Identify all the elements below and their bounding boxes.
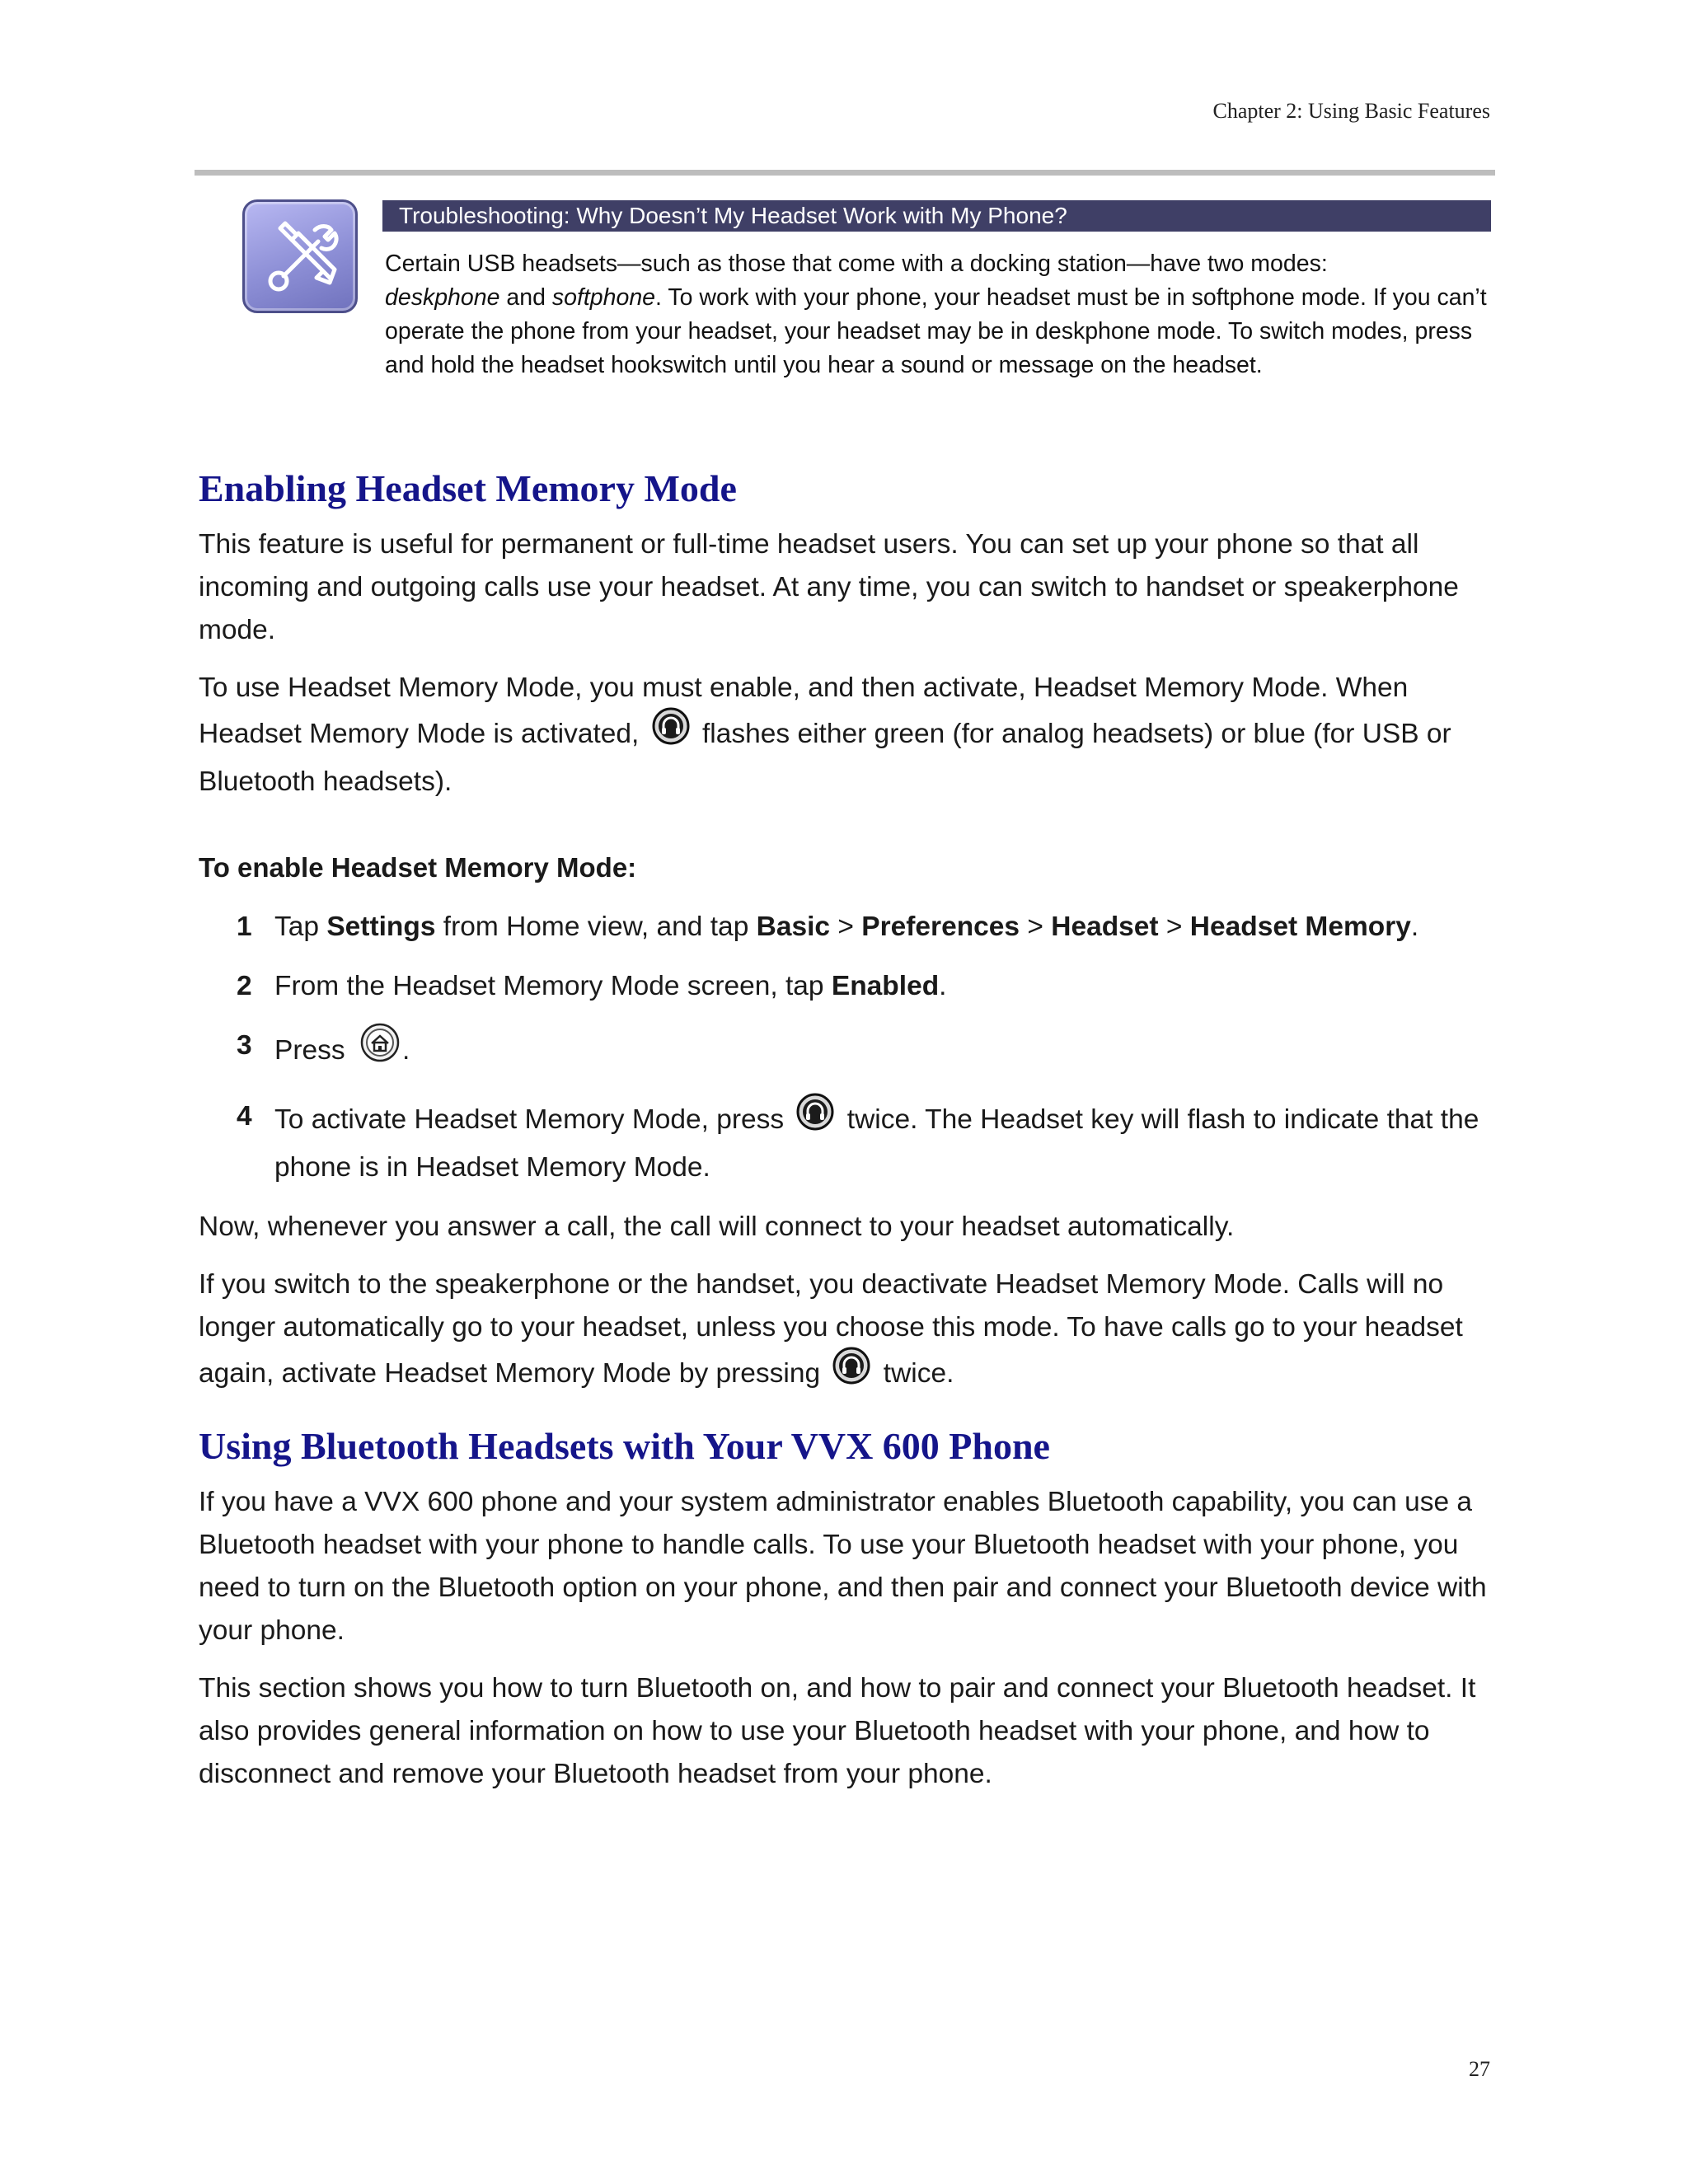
paragraph-with-icon xyxy=(199,1263,1497,1400)
tip-text-2: . To work with your phone, your headset must be in softphone mode. If you can’t operate the phone from your headset, your headset may be in deskphone mode. To switch modes, press and hold the headset hookswitch until you hear a sound or message on the headset. xyxy=(385,284,1487,378)
step-text: From the Headset Memory Mode screen, tap xyxy=(274,971,832,1001)
para2-text-a: To use Headset Memory Mode, you must enable, and then activate, Headset Memory Mode. When Headset Memory Mode is activated, xyxy=(199,673,1409,749)
running-head: Chapter 2: Using Basic Features xyxy=(1212,99,1490,123)
ui-term-headset-memory: Headset Memory xyxy=(1189,912,1411,942)
term-softphone: softphone xyxy=(551,284,656,311)
step-text: . xyxy=(401,1034,410,1066)
tip-title: Troubleshooting: Why Doesn’t My Headset Work with My Phone? xyxy=(382,200,1491,232)
step-text: twice. The Headset key will flash to indicate that the phone is in Headset Memory Mode. xyxy=(274,1104,1479,1183)
step-text: Tap xyxy=(274,912,327,942)
step-2 xyxy=(199,965,1497,1008)
step-text: . xyxy=(939,971,947,1001)
paragraph: If you have a VVX 600 phone and your system administrator enables Bluetooth capability, you can use a Bluetooth headset with your phone to handle calls. To use your Bluetooth headset with your phone, you need to turn on the Bluetooth option on your phone, and then pair and connect your Bluetooth device with your phone. xyxy=(199,1487,1487,1646)
term-deskphone: deskphone xyxy=(385,284,500,311)
para4-text-b: twice. xyxy=(883,1357,954,1389)
step-text: . xyxy=(1410,912,1419,942)
step-1 xyxy=(199,906,1497,949)
page-number: 27 xyxy=(1469,2057,1490,2081)
section-heading-bluetooth: Using Bluetooth Headsets with Your VVX 600 Phone xyxy=(199,1425,1050,1467)
step-text: > xyxy=(1020,912,1052,942)
headset-key-icon xyxy=(796,1093,834,1144)
para4-text-a: If you switch to the speakerphone or the handset, you deactivate Headset Memory Mode. Calls will no longer automatically go to your headset, unless you choose this mode. To have calls go to your headset again, activate Headset Memory Mode by pressing xyxy=(199,1269,1463,1389)
step-number: 3 xyxy=(237,1030,252,1061)
ui-term-enabled: Enabled xyxy=(831,971,940,1001)
paragraph: This feature is useful for permanent or full-time headset users. You can set up your phone so that all incoming and outgoing calls use your headset. At any time, you can switch to handset or speakerphone mode. xyxy=(199,529,1459,645)
tip-text-1: Certain USB headsets—such as those that come with a docking station—have two modes: xyxy=(385,251,1328,277)
home-key-icon xyxy=(359,1022,401,1076)
step-text: > xyxy=(830,912,862,942)
step-4 xyxy=(199,1095,1497,1189)
ui-term-basic: Basic xyxy=(756,912,831,942)
headset-key-icon xyxy=(652,707,690,758)
step-text: Press xyxy=(274,1034,345,1066)
ui-term-preferences: Preferences xyxy=(861,912,1020,942)
top-rule xyxy=(195,170,1495,176)
para2-text-b: flashes either green (for analog headsets) or blue (for USB or Bluetooth headsets). xyxy=(199,718,1451,797)
tip-and: and xyxy=(499,284,552,311)
tools-icon xyxy=(242,199,358,313)
section-heading-headset-memory: Enabling Headset Memory Mode xyxy=(199,467,737,509)
procedure-title: To enable Headset Memory Mode: xyxy=(199,852,637,883)
headset-key-icon xyxy=(832,1347,870,1398)
step-number: 2 xyxy=(237,971,252,1001)
paragraph: Now, whenever you answer a call, the call will connect to your headset automatically. xyxy=(199,1212,1235,1242)
step-3 xyxy=(199,1024,1497,1079)
step-number: 1 xyxy=(237,912,252,942)
tip-body xyxy=(385,247,1493,382)
step-text: To activate Headset Memory Mode, press xyxy=(274,1104,785,1135)
paragraph-with-icon xyxy=(199,667,1497,804)
paragraph: This section shows you how to turn Bluetooth on, and how to pair and connect your Bluetooth headset. It also provides general information on how to use your Bluetooth headset with your phone, and how to disconnect and remove your Bluetooth headset from your phone. xyxy=(199,1673,1476,1789)
step-number: 4 xyxy=(237,1101,252,1132)
step-text: > xyxy=(1158,912,1190,942)
ui-term-headset: Headset xyxy=(1051,912,1159,942)
step-text: from Home view, and tap xyxy=(435,912,757,942)
ui-term-settings: Settings xyxy=(326,912,436,942)
main-content xyxy=(199,457,1497,1811)
